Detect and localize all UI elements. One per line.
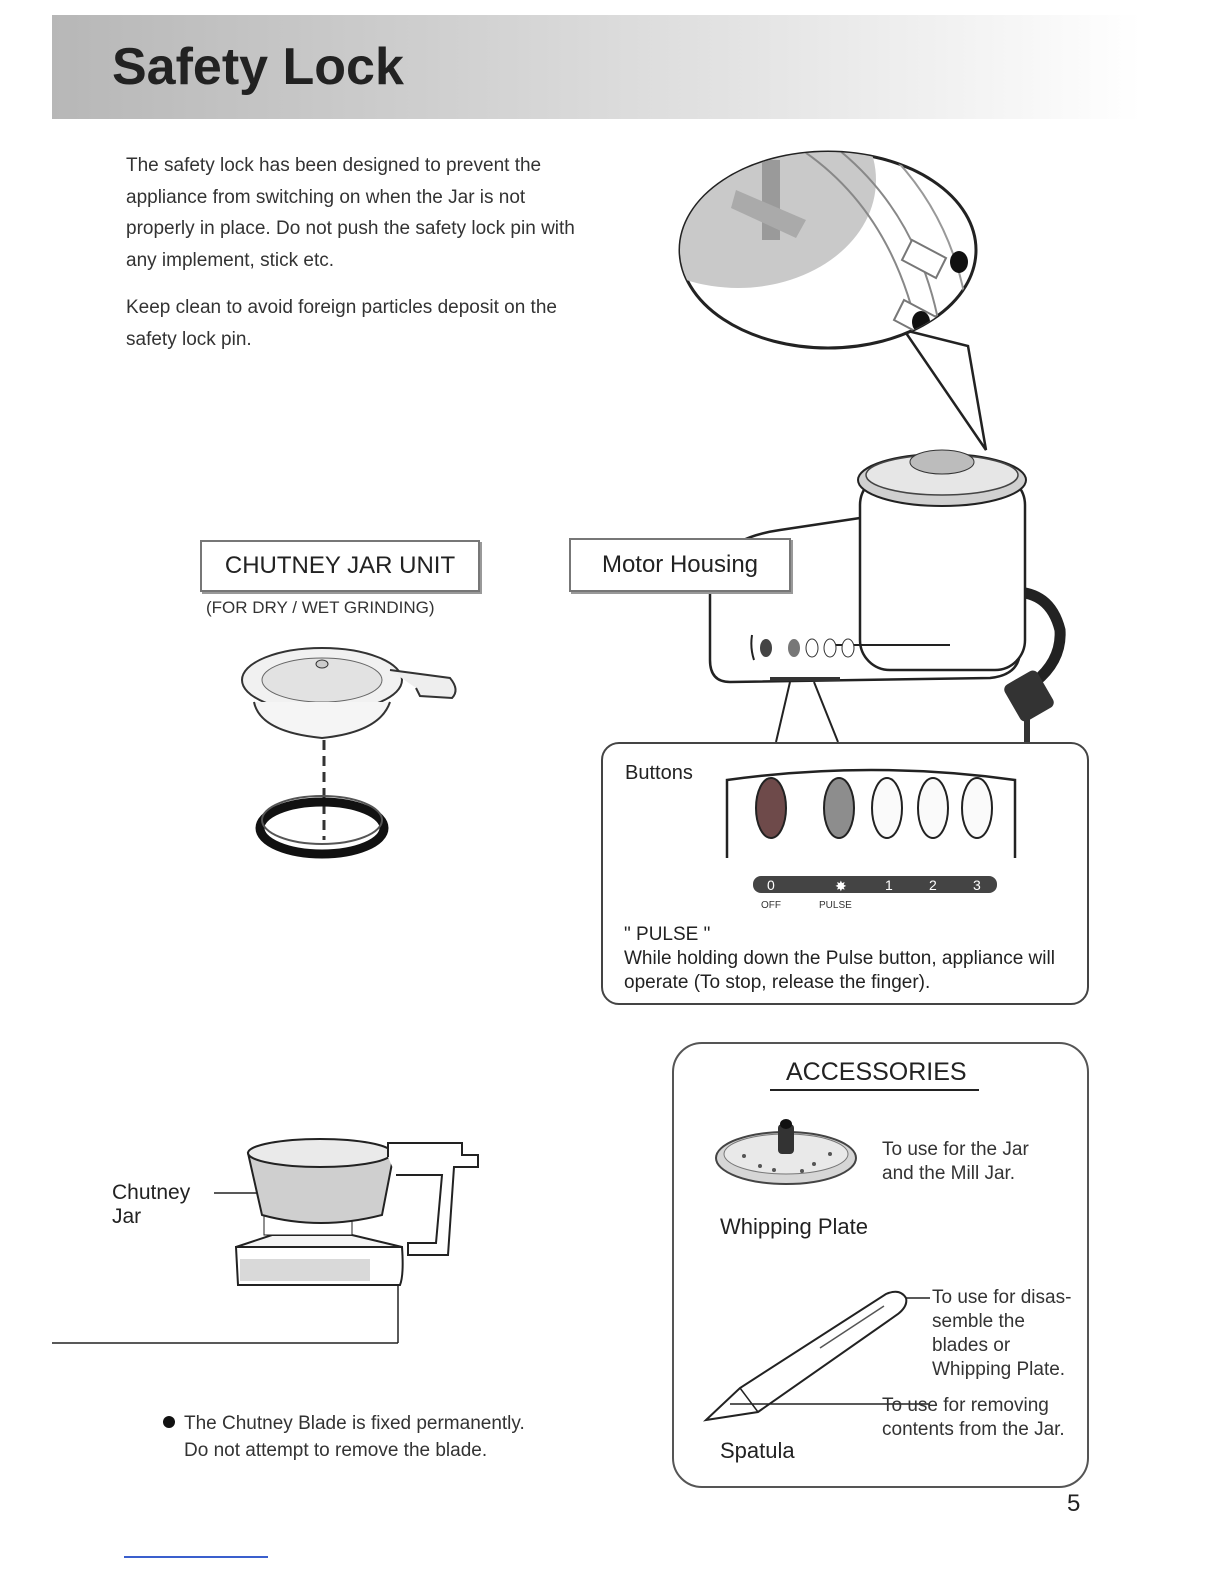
bullet-icon <box>163 1416 175 1428</box>
chutney-jar-label-line: Chutney <box>112 1181 191 1204</box>
spatula-note-line: Whipping Plate. <box>932 1359 1066 1380</box>
switch-position-2: 2 <box>929 877 937 893</box>
pulse-title: " PULSE " <box>624 924 711 945</box>
chutney-unit-subtitle: (FOR DRY / WET GRINDING) <box>206 598 435 617</box>
page-title: Safety Lock <box>112 38 404 96</box>
spatula-name: Spatula <box>720 1438 795 1463</box>
intro-paragraph: Keep clean to avoid foreign particles deposit on the safety lock pin. <box>126 297 557 350</box>
switch-off-label: OFF <box>761 900 781 911</box>
page-number: 5 <box>1067 1490 1081 1517</box>
switch-pulse-label: PULSE <box>819 900 852 911</box>
whipping-plate-note <box>882 1138 1029 1186</box>
blade-note-line: Do not attempt to remove the blade. <box>184 1440 488 1461</box>
spatula-note-line: contents from the Jar. <box>882 1419 1065 1440</box>
whipping-plate-illustration <box>714 1116 864 1196</box>
buttons-panel <box>601 742 1089 1005</box>
buttons-label: Buttons <box>625 762 693 784</box>
spatula-note-line: To use for disas- <box>932 1287 1072 1308</box>
switch-position-1: 1 <box>885 877 893 893</box>
switch-position-3: 3 <box>973 877 981 893</box>
spatula-note-line: To use for removing <box>882 1395 1049 1416</box>
header-banner <box>52 15 1142 119</box>
accessories-title: ACCESSORIES <box>770 1058 979 1091</box>
lid-gasket-illustration <box>240 640 470 870</box>
switch-position-0: 0 <box>767 877 775 893</box>
pulse-description: While holding down the Pulse button, appliance will operate (To stop, release the finger). <box>624 948 1055 993</box>
buttons-diagram <box>721 758 1021 928</box>
blade-note <box>163 1410 525 1464</box>
spatula-note-line: blades or <box>932 1335 1011 1356</box>
chutney-jar-label-line: Jar <box>112 1205 142 1228</box>
whipping-plate-note-line: and the Mill Jar. <box>882 1163 1016 1184</box>
whipping-plate-name: Whipping Plate <box>720 1214 868 1239</box>
spatula-bottom-note <box>882 1394 1065 1442</box>
intro-text <box>126 150 576 371</box>
intro-paragraph: The safety lock has been designed to prevent the appliance from switching on when the Jar is not properly in place. Do not push the safety lock pin with any implement, stick etc. <box>126 155 575 271</box>
spatula-top-note <box>932 1286 1071 1382</box>
whipping-plate-note-line: To use for the Jar <box>882 1139 1029 1160</box>
pulse-star-icon: ✸ <box>835 878 847 894</box>
chutney-jar-illustration <box>52 1135 492 1355</box>
chutney-jar-label <box>112 1181 190 1229</box>
motor-housing-label: Motor Housing <box>569 538 791 592</box>
spatula-note-line: semble the <box>932 1311 1025 1332</box>
blade-note-line: The Chutney Blade is fixed permanently. <box>184 1413 525 1434</box>
footer-divider <box>124 1556 268 1558</box>
accessories-panel <box>672 1042 1089 1488</box>
safety-lock-zoom-illustration <box>676 150 1036 460</box>
chutney-jar-unit-label: CHUTNEY JAR UNIT <box>200 540 480 592</box>
